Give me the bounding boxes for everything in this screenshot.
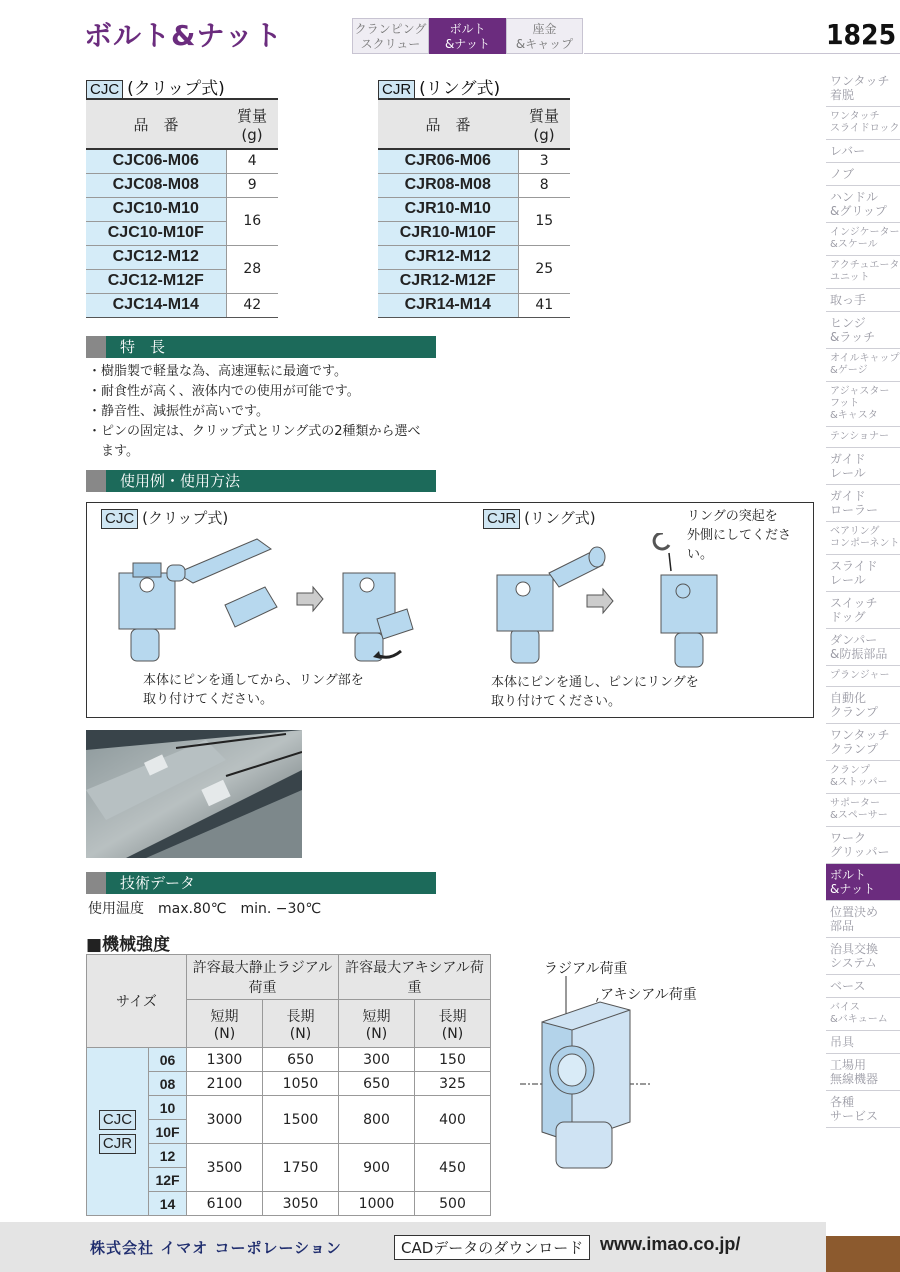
part-number: CJR10-M10F	[378, 221, 518, 245]
side-nav-item[interactable]: 取っ手	[826, 289, 900, 312]
usage-cjr-note: 本体にピンを通し、ピンにリングを 取り付けてください。	[491, 675, 699, 709]
usage-cjc-label	[101, 507, 228, 529]
col-part-number: 品 番	[86, 99, 226, 149]
feature-item: ・ピンの固定は、クリップ式とリング式の2種類から選べ	[88, 424, 421, 439]
load-direction-diagram	[520, 972, 670, 1182]
feature-item: ・耐食性が高く、液体内での使用が可能です。	[88, 384, 360, 399]
cjc-type-label: (クリップ式)	[127, 79, 225, 99]
side-nav-item[interactable]: 工場用 無線機器	[826, 1054, 900, 1091]
side-nav-item[interactable]: ガイド レール	[826, 448, 900, 485]
part-number: CJC12-M12F	[86, 269, 226, 293]
operating-temperature: 使用温度 max.80℃ min. −30℃	[88, 901, 322, 917]
side-nav-item[interactable]: プランジャー	[826, 666, 900, 687]
side-nav-item[interactable]: サポーター &スペーサー	[826, 794, 900, 827]
usage-heading: 使用例・使用方法	[86, 470, 436, 492]
table-row	[86, 245, 278, 269]
radial-load-label: ラジアル荷重	[544, 961, 628, 977]
load-value: 6100	[187, 1192, 263, 1216]
side-nav-item[interactable]: ワンタッチ 着脱	[826, 70, 900, 107]
load-value: 3050	[263, 1192, 339, 1216]
category-tabs	[352, 18, 583, 54]
size-value: 12F	[149, 1168, 187, 1192]
load-value: 650	[263, 1048, 339, 1072]
load-value: 800	[339, 1096, 415, 1144]
usage-cjc-note: 本体にピンを通してから、リング部を 取り付けてください。	[143, 673, 364, 707]
col-axial: 許容最大アキシアル荷重	[339, 955, 491, 1000]
page-number: 1825	[826, 18, 897, 51]
part-mass: 4	[226, 149, 278, 173]
usage-panel	[86, 502, 814, 718]
side-nav-item[interactable]: クランプ &ストッパー	[826, 761, 900, 794]
company-logo: 株式会社 イマオ コーポレーション	[90, 1239, 342, 1257]
part-number: CJR10-M10	[378, 197, 518, 221]
load-value: 3000	[187, 1096, 263, 1144]
load-value: 400	[415, 1096, 491, 1144]
col-mass: 質量 (g)	[518, 99, 570, 149]
side-nav-item[interactable]: ハンドル &グリップ	[826, 186, 900, 223]
table-row	[378, 293, 570, 317]
side-nav-item[interactable]: アジャスター フット &キャスタ	[826, 382, 900, 427]
table-row	[87, 1048, 491, 1072]
load-value: 1000	[339, 1192, 415, 1216]
side-nav-item[interactable]: 吊具	[826, 1031, 900, 1054]
cjc-code-box: CJC	[86, 80, 123, 100]
part-mass: 41	[518, 293, 570, 317]
series-code-box: CJC	[99, 1110, 136, 1130]
usage-cjc-code: CJC	[101, 509, 138, 529]
header-divider	[584, 53, 900, 54]
usage-cjr-type: (リング式)	[524, 509, 596, 527]
load-value: 300	[339, 1048, 415, 1072]
part-mass: 28	[226, 245, 278, 293]
part-number: CJR12-M12	[378, 245, 518, 269]
part-number: CJC10-M10F	[86, 221, 226, 245]
side-nav-item[interactable]: オイルキャップ &ゲージ	[826, 349, 900, 382]
side-nav-item[interactable]: 各種 サービス	[826, 1091, 900, 1128]
part-number: CJR12-M12F	[378, 269, 518, 293]
side-nav-item[interactable]: 治具交換 システム	[826, 938, 900, 975]
load-value: 500	[415, 1192, 491, 1216]
cjr-heading	[378, 74, 500, 100]
load-value: 450	[415, 1144, 491, 1192]
cjr-type-label: (リング式)	[419, 79, 501, 99]
col-mass: 質量 (g)	[226, 99, 278, 149]
part-number: CJC12-M12	[86, 245, 226, 269]
ring-callout: リングの突起を 外側にしてください。	[687, 509, 792, 562]
part-number: CJC06-M06	[86, 149, 226, 173]
table-row	[378, 197, 570, 221]
cjc-assembly-illustration	[107, 533, 437, 673]
part-mass: 15	[518, 197, 570, 245]
side-nav-item[interactable]: ダンパー &防振部品	[826, 629, 900, 666]
side-nav-item[interactable]: インジケーター &スケール	[826, 223, 900, 256]
part-number: CJR14-M14	[378, 293, 518, 317]
col-size: サイズ	[87, 955, 187, 1048]
cjr-parts-table	[378, 98, 570, 318]
side-nav-item[interactable]: ワーク グリッパー	[826, 827, 900, 864]
part-mass: 42	[226, 293, 278, 317]
load-value: 2100	[187, 1072, 263, 1096]
table-row	[378, 149, 570, 173]
feature-item: ・樹脂製で軽量な為、高速運転に最適です。	[88, 364, 347, 379]
part-mass: 16	[226, 197, 278, 245]
features-list	[88, 362, 421, 462]
cjc-heading	[86, 74, 225, 100]
col-radial: 許容最大静止ラジアル荷重	[187, 955, 339, 1000]
side-nav-item[interactable]: テンショナー	[826, 427, 900, 448]
cad-download-link[interactable]: CADデータのダウンロード	[394, 1235, 590, 1260]
side-nav-item[interactable]: ガイド ローラー	[826, 485, 900, 522]
side-nav-item[interactable]: 位置決め 部品	[826, 901, 900, 938]
size-value: 10	[149, 1096, 187, 1120]
table-row	[378, 173, 570, 197]
col-axial-short: 短期 (N)	[339, 1000, 415, 1048]
usage-cjc-type: (クリップ式)	[142, 509, 229, 527]
side-nav-item[interactable]: スイッチ ドッグ	[826, 592, 900, 629]
size-value: 14	[149, 1192, 187, 1216]
tab-bolt-nut[interactable]: ボルト &ナット	[429, 18, 506, 54]
table-row	[86, 173, 278, 197]
col-radial-long: 長期 (N)	[263, 1000, 339, 1048]
usage-cjr-label	[483, 507, 596, 529]
side-nav-item[interactable]: 自動化 クランプ	[826, 687, 900, 724]
size-value: 12	[149, 1144, 187, 1168]
load-value: 150	[415, 1048, 491, 1072]
size-value: 06	[149, 1048, 187, 1072]
load-value: 1050	[263, 1072, 339, 1096]
side-nav-item[interactable]: ボルト &ナット	[826, 864, 900, 901]
side-nav-item[interactable]: バイス &バキューム	[826, 998, 900, 1031]
side-nav-item[interactable]: ベース	[826, 975, 900, 998]
side-nav-item[interactable]: ヒンジ &ラッチ	[826, 312, 900, 349]
usage-cjr-code: CJR	[483, 509, 520, 529]
col-radial-short: 短期 (N)	[187, 1000, 263, 1048]
website-url[interactable]: www.imao.co.jp/	[600, 1234, 741, 1254]
load-value: 3500	[187, 1144, 263, 1192]
feature-item: ・静音性、減振性が高いです。	[88, 404, 269, 419]
load-value: 1750	[263, 1144, 339, 1192]
part-number: CJC14-M14	[86, 293, 226, 317]
tech-heading: 技術データ	[86, 872, 436, 894]
load-value: 900	[339, 1144, 415, 1192]
part-mass: 9	[226, 173, 278, 197]
side-nav-item[interactable]: アクチュエータ ユニット	[826, 256, 900, 289]
table-row	[86, 293, 278, 317]
side-nav-item[interactable]: レバー	[826, 140, 900, 163]
side-nav-item[interactable]: ノブ	[826, 163, 900, 186]
part-mass: 8	[518, 173, 570, 197]
feature-item: ます。	[88, 444, 139, 459]
application-photo	[86, 730, 302, 858]
table-row	[378, 245, 570, 269]
axial-load-label: アキシアル荷重	[600, 987, 697, 1003]
col-part-number: 品 番	[378, 99, 518, 149]
part-mass: 25	[518, 245, 570, 293]
side-nav	[826, 70, 900, 1128]
page-title: ボルト&ナット	[84, 19, 283, 52]
tab-washer-cap[interactable]: 座金 &キャップ	[506, 18, 583, 54]
table-row	[86, 197, 278, 221]
side-nav-item[interactable]: スライド レール	[826, 555, 900, 592]
side-nav-footer-block	[826, 1236, 900, 1272]
series-codes	[87, 1048, 149, 1216]
load-value: 325	[415, 1072, 491, 1096]
mechanical-strength-title: ■機械強度	[86, 935, 171, 955]
part-number: CJC10-M10	[86, 197, 226, 221]
features-heading: 特 長	[86, 336, 436, 358]
load-value: 1300	[187, 1048, 263, 1072]
part-mass: 3	[518, 149, 570, 173]
part-number: CJC08-M08	[86, 173, 226, 197]
load-value: 1500	[263, 1096, 339, 1144]
part-number: CJR06-M06	[378, 149, 518, 173]
table-row	[86, 149, 278, 173]
strength-table	[86, 954, 491, 1216]
series-code-box: CJR	[99, 1134, 136, 1154]
cjc-parts-table	[86, 98, 278, 318]
cjr-code-box: CJR	[378, 80, 415, 100]
cjr-assembly-illustration	[487, 533, 807, 673]
col-axial-long: 長期 (N)	[415, 1000, 491, 1048]
size-value: 10F	[149, 1120, 187, 1144]
part-number: CJR08-M08	[378, 173, 518, 197]
footer	[0, 1222, 826, 1272]
load-value: 650	[339, 1072, 415, 1096]
side-nav-item[interactable]: ワンタッチ スライドロック	[826, 107, 900, 140]
side-nav-item[interactable]: ベアリング コンポーネント	[826, 522, 900, 555]
side-nav-item[interactable]: ワンタッチ クランプ	[826, 724, 900, 761]
size-value: 08	[149, 1072, 187, 1096]
tab-clamping-screw[interactable]: クランピング スクリュー	[352, 18, 429, 54]
